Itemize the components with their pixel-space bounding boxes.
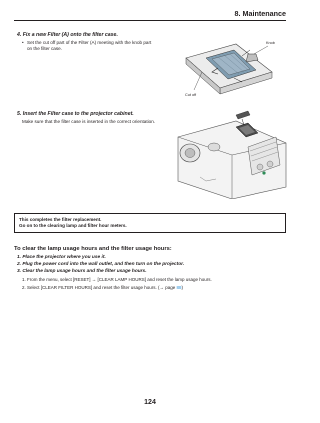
page-number: 124 <box>144 399 156 406</box>
projector-cabinet-illustration <box>176 107 288 199</box>
clear-hours-section-title: To clear the lamp usage hours and the filter usage hours: <box>14 246 172 252</box>
page-reference-link[interactable]: 88 <box>176 285 182 290</box>
completion-note-box <box>14 213 286 233</box>
step-4-bullet: • <box>22 40 24 45</box>
step-4-text-line2: on the filter case. <box>27 46 62 51</box>
knob-label: Knob <box>266 41 275 45</box>
step-5-title: 5. Insert the Filter case to the projector cabinet. <box>17 111 134 117</box>
sub-item-text: 2. Select [CLEAR FILTER HOURS] and reset the filter usage hours. (→ page <box>22 285 177 290</box>
header-divider <box>14 20 286 21</box>
step-5-text: Make sure that the filter case is inserted in the correct orientation. <box>22 119 156 124</box>
sub-item-reset-filter <box>22 285 183 290</box>
sub-item-suffix: ) <box>181 285 183 290</box>
step-4-text-line1: Set the cut off part of the Filter (A) meeting with the knob part <box>27 40 152 45</box>
cut-off-label: Cut off <box>185 93 197 97</box>
note-line-2: Go on to the clearing lamp and filter hour meters. <box>19 223 127 228</box>
step-4-title: 4. Fix a new Filter (A) onto the filter case. <box>17 32 118 38</box>
list-item: 1. Place the projector where you use it. <box>17 255 106 260</box>
sub-item-reset-lamp: 1. From the menu, select [RESET] → [CLEAR LAMP HOURS] and reset the lamp usage hours. <box>22 277 212 282</box>
list-item: 3. Clear the lamp usage hours and the filter usage hours. <box>17 269 147 274</box>
note-line-1: This completes the filter replacement. <box>19 217 102 222</box>
section-header-title: 8. Maintenance <box>234 9 286 18</box>
list-item: 2. Plug the power cord into the wall outlet, and then turn on the projector. <box>17 262 185 267</box>
